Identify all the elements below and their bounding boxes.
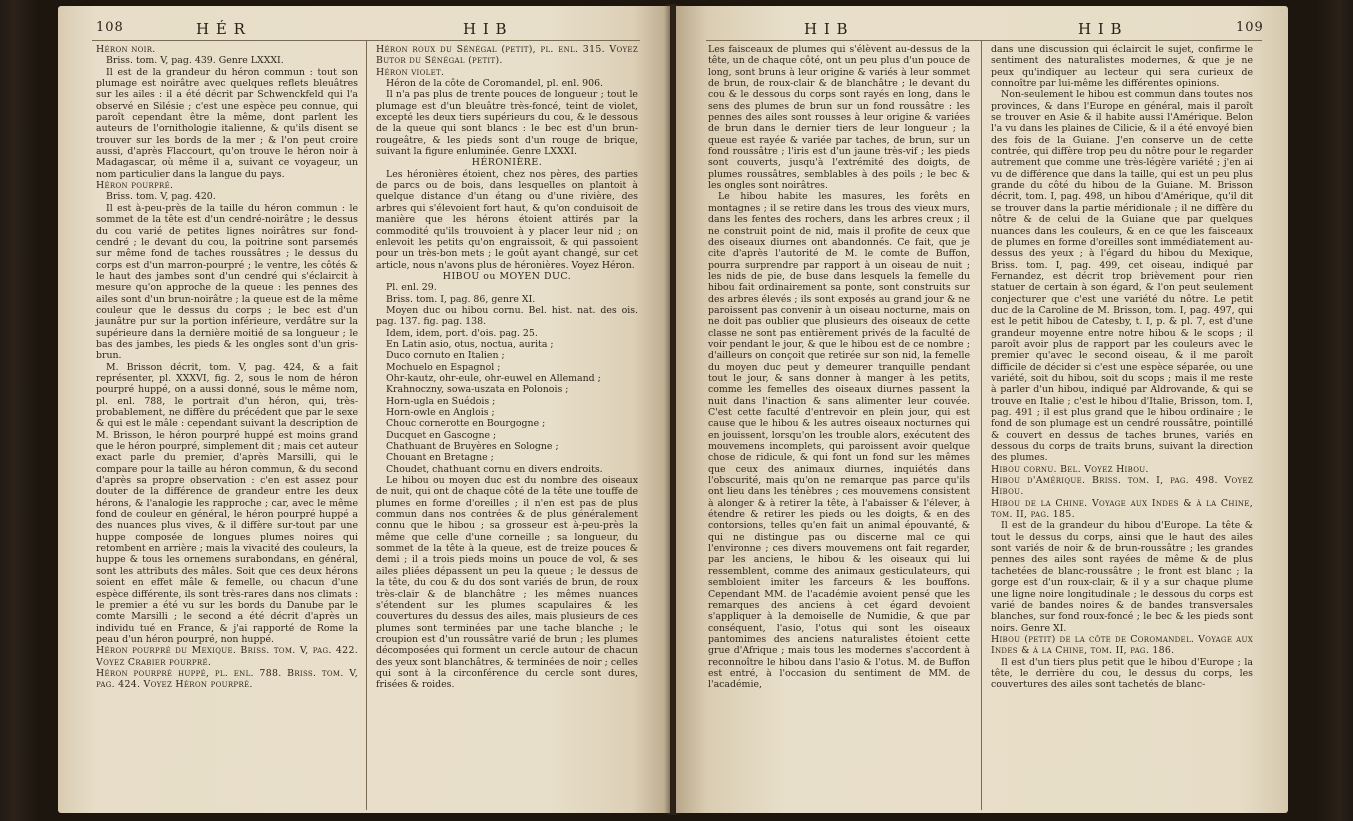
running-head-left-col2: H I B [463,20,508,38]
entry-heading: Héron pourpré du Mexique. Briss. tom. V, pag. 422. Voyez Crabier pourpré. [96,645,358,668]
body-paragraph: Horn-owle en Anglois ; [386,407,495,418]
body-paragraph: Non-seulement le hibou est commun dans toutes nos provinces, & dans l'Europe en général, mais il paroît se trouver en Asie & il habite aussi l'Amérique. Belon l'a vu dans les plaines de Cilicie, & il a été envoyé bien des fois de la Guiane. J'en conserve un de cette contrée, qui diffère trop peu du nôtre pour le regarder autrement que comme une très-légère variété ; j'en ai vu de différence que dans la taille, qui est un peu plus grande du côté du hibou de la Guiane. M. Brisson décrit, tom. I, pag. 498, un hibou d'Amérique, qu'il dit se trouver dans la partie méridionale ; il ne diffère du nôtre & de celui de la Guiane que par quelques nuances dans les couleurs, & en ce que les faisceaux de plumes en forme d'oreilles sont immédiatement au-dessus des yeux ; à l'égard du hibou du Mexique, Briss. tom. I, pag. 499, cet oiseau, indiqué par Fernandez, est décrit trop brièvement pour rien statuer de certain à son égard, & l'on peut seulement conjecturer que c'est une variété du nôtre. Le petit duc de la Caroline de M. Brisson, tom. I, pag. 497, qui est le petit hibou de Catesby, t. I, p. & pl. 7, est d'une grandeur moyenne entre notre hibou & le scops ; il paroît avoir plus de rapport par les couleurs avec le premier qu'avec le second oiseau, & il me paroît difficile de décider si c'est une espèce séparée, ou une variété, soit du hibou, soit du scops ; mais il me reste à parler d'un hibou, indiqué par Aldrovande, & qui se trouve en Italie ; c'est le hibou d'Italie, Brisson, tom. I, pag. 491 ; il est plus grand que le hibou ordinaire ; le fond de son plumage est un cendré roussâtre, pointillé & couvert en dessus de taches brunes, variés en dessous du corps de traits bruns, suivant la direction des plumes. [991,89,1253,464]
body-paragraph: Le hibou habite les masures, les forêts en montagnes ; il se retire dans les trous des vieux murs, dans les fentes des rochers, dans les arbres creux ; il ne construit point de nid, mais il profite de ceux que des oiseaux diurnes ont abandonnés. Ce fait, que je cite d'après l'autorité de M. le comte de Buffon, pourra surprendre par rapport à un oiseau de nuit ; les nids de pie, de buse dans lesquels la femelle du hibou fait ordinairement sa ponte, sont construits sur des arbres élevés ; ils sont exposés au grand jour & ne paroissent pas convenir à un oiseau nocturne, mais on ne doit pas oublier que plusieurs des oiseaux de cette classe ne sont pas entièrement privés de la faculté de voir pendant le jour, & que le hibou est de ce nombre ; d'ailleurs on conçoit que retirée sur son nid, la femelle du moyen duc peut y demeurer tranquille pendant tout le jour, & sans donner à manger à les petits, comme les femelles des oiseaux diurnes passent la nuit dans l'inaction & sans alimenter leur couvée. C'est cette faculté d'entrevoir en plein jour, qui est cause que le hibou & les autres oiseaux nocturnes qui en jouissent, lorsqu'on les trouble alors, exécutent des mouvemens incomplets, qui paroissent avoir quelque chose de ridicule, & qui font un fond sur les mêmes que ceux des animaux diurnes, inquiétés dans l'obscurité, mais qu'on ne remarque pas parce qu'ils ont lieu dans les ténèbres ; ces mouvemens consistent à alonger & à retirer la tête, à l'abaisser & l'élever, à étendre & retirer les pieds ou les doigts, & en des contorsions, telles qu'en fait un animal épouvanté, & qui ne distingue pas ou discerne mal ce qui l'environne ; ces divers mouvemens ont fait regarder, par les anciens, le hibou & les oiseaux qui lui ressemblent, comme des animaux gesticulateurs, qui sembloient imiter les farceurs & les bouffons. Cependant MM. de l'académie avoient pensé que les remarques des anciens à cet égard devoient s'appliquer à la demoiselle de Numidie, & que par conséquent, l'asio, l'otus qui sont les oiseaux pantomimes des anciens naturalistes étoient cette grue d'Afrique ; mais tous les modernes s'accordent à reconnoître le hibou dans l'asio & l'otus. M. de Buffon est entré, à l'occasion du sentiment de MM. de l'académie, [708,191,970,691]
body-paragraph: Briss. tom. V, pag. 439. Genre LXXXI. [106,55,284,67]
body-paragraph: Il est de la grandeur du héron commun : tout son plumage est noirâtre avec quelques reflets bleuâtres sur les ailes : il a été décrit par Schwenckfeld qui l'a observé en Silésie ; c'est une espèce peu connue, qui paroît cependant être la même, dont parlent les auteurs de l'ornithologie italienne, & qu'ils disent se trouver sur les bords de la mer ; & l'on peut croire aussi, d'après Flaccourt, qu'on trouve le héron noir à Madagascar, où même il a, suivant ce voyageur, un nom particulier dans la langue du pays. [96,66,358,180]
body-paragraph: Les faisceaux de plumes qui s'élèvent au-dessus de la tête, un de chaque côté, ont un peu plus d'un pouce de long, sont bruns à leur origine & variés à leur sommet de brun, de roux-clair & de blanchâtre ; le devant du cou & le dessous du corps sont rayés en long, dans le sens des plumes de brun sur un fond roussâtre : les pennes des ailes sont rousses à leur origine & variées de brun dans le dernier tiers de leur longueur ; la queue est rayée & variée par taches, de brun, sur un fond roussâtre ; l'iris est d'un jaune très-vif ; les pieds sont couverts, jusqu'à l'extrémité des doigts, de plumes roussâtres, semblables à des poils ; le bec & les ongles sont noirâtres. [708,44,970,192]
body-paragraph: M. Brisson décrit, tom. V, pag. 424, & a fait représenter, pl. XXXVI, fig. 2, sous le nom de héron pourpré huppé, on a aussi donné, sous le même nom, pl. enl. 788, le portrait d'un héron, qui, très-probablement, ne diffère du précédent que par le sexe & qui est le mâle : cependant suivant la description de M. Brisson, le héron pourpré huppé est moins grand que le héron pourpré, simplement dit ; mais cet auteur exact parle du premier, d'après Marsilli, qui le compare pour la taille au héron commun, & du second d'après sa propre observation : c'en est assez pour douter de la différence de grandeur entre les deux hérons, & l'analogie les rapproche ; car, avec le même fond de couleur en général, le héron pourpré huppé a des nuances plus vives, & il diffère sur-tout par une huppe composée de longues plumes noires qui retombent en arrière ; mais la vivacité des couleurs, la huppe & tous les ornemens surabondans, en général, sont les attributs des mâles. Soit que ces deux hérons soient en effet mâle & femelle, ou chacun d'une espèce différente, ils sont très-rares dans nos climats : le premier a été vu sur les bords du Danube par le comte Marsilli ; le second a été décrit d'après un individu tué en France, & j'ai rapporté de Rome la peau d'un héron pourpré, non huppé. [96,361,358,645]
body-paragraph: En Latin asio, otus, noctua, aurita ; [386,338,554,350]
running-head-right-col2: H I B [1078,20,1123,38]
right-page [676,6,1288,813]
entry-heading: Héron pourpré. [96,180,174,192]
entry-heading: Héron pourpré huppé, pl. enl. 788. Briss. tom. V, pag. 424. Voyez Héron pourpré. [96,667,358,691]
left-column-1 [96,44,358,691]
entry-heading: Hibou (petit) de la côte de Coromandel. Voyage aux Indes & à la Chine, tom. II, pag. 186. [991,633,1253,657]
body-paragraph: Les héronières étoient, chez nos pères, des parties de parcs ou de bois, dans lesquelles on plantoit à quelque distance d'un étang ou d'une rivière, des arbres qui s'élevoient fort haut, & qu'on conduisoit de manière que les hérons étoient attirés par la commodité qu'ils trouvoient à y placer leur nid ; on enlevoit les petits qu'on engraissoit, & qui passoient pour un très-bon mets ; le goût ayant changé, sur cet article, nous n'avons plus de héronières. Voyez Héron. [376,168,638,271]
body-paragraph: Il est d'un tiers plus petit que le hibou d'Europe ; la tête, le derrière du cou, le dessus du corps, les couvertures des ailes sont tachetés de blanc- [991,656,1253,691]
body-paragraph: Pl. enl. 29. [386,282,437,294]
body-paragraph: Il est à-peu-près de la taille du héron commun : le sommet de la tête est d'un cendré-noirâtre ; le dessus du cou varié de petites lignes noirâtres sur fond-cendré ; le devant du cou, la poitrine sont parsemés sur même fond de taches roussâtres ; le dessus du corps est d'un marron-pourpré ; le ventre, les côtés & le haut des jambes sont d'un cendré qui s'éclaircit à mesure qu'on approche de la queue : les pennes des ailes sont d'un brun-noirâtre ; la queue est de la même couleur que le dessus du corps ; le bec est d'un jaunâtre pur sur la portion inférieure, verdâtre sur la supérieure dans la dernière moitié de sa longueur ; le bas des jambes, les pieds & les ongles sont d'un gris-brun. [96,202,358,362]
entry-heading: Hibou d'Amérique. Briss. tom. I, pag. 498. Voyez Hibou. [991,475,1253,498]
body-paragraph: Il est de la grandeur du hibou d'Europe. La tête & tout le dessus du corps, ainsi que le haut des ailes sont variés de noir & de brun-roussâtre ; les grandes pennes des ailes sont rayées de même & de plus tachetées de blanc-roussâtre ; le front est blanc ; la gorge est d'un roux-clair, & il y a sur chaque plume une ligne noire longitudinale ; le dessous du corps est varié de bandes noires & de bandes transversales blanches, sur fond roux-foncé ; le bec & les pieds sont noirs. Genre XI. [991,520,1253,634]
entry-heading: Héron violet. [376,66,445,78]
running-head-right-col1: H I B [804,20,849,38]
body-paragraph: Héron de la côte de Coromandel, pl. enl. 906. [386,78,604,90]
body-paragraph: Krahnoczny, sowa-uszata en Polonois ; [386,384,569,396]
body-paragraph: Briss. tom. V, pag. 420. [106,191,216,203]
body-paragraph: Ducquet en Gascogne ; [386,429,497,441]
entry-heading: Héron noir. [96,44,156,55]
column-rule-left [366,40,367,810]
section-heading: HÉRONIÈRE. [471,157,543,169]
entry-heading: Héron roux du Sénégal (petit), pl. enl. 315. Voyez Butor du Sénégal (petit). [376,44,638,67]
body-paragraph: Mochuelo en Espagnol ; [386,361,501,373]
body-paragraph: Briss. tom. I, pag. 86, genre XI. [386,293,536,305]
right-column-2 [991,44,1253,691]
body-paragraph: Ohr-kautz, ohr-eule, ohr-euwel en Allemand ; [386,372,601,384]
left-column-2 [376,44,638,691]
column-rule-right [981,40,982,810]
body-paragraph: Le hibou ou moyen duc est du nombre des oiseaux de nuit, qui ont de chaque côté de la tête une touffe de plumes en forme d'oreilles ; il n'en est pas de plus commun dans nos contrées & de plus généralement connu que le hibou ; sa grosseur est à-peu-près la même que celle d'une corneille ; sa longueur, du sommet de la tête à la queue, est de treize pouces & demi ; il a trois pieds moins un pouce de vol, & ses ailes pliées dépassent un peu la queue ; le dessus de la tête, du cou & du dos sont variés de brun, de roux très-clair & de blanchâtre ; les mêmes nuances s'étendent sur les plumes scapulaires & les couvertures du dessus des ailes, mais plusieurs de ces plumes sont terminées par une tache blanche ; le croupion est d'un roussâtre varié de brun ; les plumes décomposées qui forment un cercle autour de chacun des yeux sont blanchâtres, & terminées de noir ; celles qui sont à la circonférence du cercle sont dures, frisées & roides. [376,475,638,691]
body-paragraph: Horn-ugla en Suédois ; [386,395,496,407]
body-paragraph: Choudet, chathuant cornu en divers endroits. [386,463,603,475]
body-paragraph: Moyen duc ou hibou cornu. Bel. hist. nat. des ois. pag. 137. fig. pag. 138. [376,304,638,328]
body-paragraph: Idem, idem, port. d'ois. pag. 25. [386,327,538,339]
body-paragraph: Duco cornuto en Italien ; [386,350,505,362]
entry-heading: Hibou de la Chine. Voyage aux Indes & à la Chine, tom. II, pag. 185. [991,497,1253,521]
running-head-left-col1: H É R [196,20,246,38]
body-paragraph: Chouc cornerotte en Bourgogne ; [386,418,546,430]
section-heading: HIBOU ou MOYEN DUC. [442,270,572,282]
right-column-1 [708,44,970,691]
body-paragraph: Il n'a pas plus de trente pouces de longueur ; tout le plumage est d'un bleuâtre très-foncé, teint de violet, excepté les deux tiers supérieurs du cou, & le dessous de la queue qui sont blancs : le bec est d'un brun-rougeâtre, & les pieds sont d'un rouge de brique, suivant la figure enluminée. Genre LXXXI. [376,89,638,158]
left-page [58,6,670,813]
page-number-left: 108 [96,20,124,35]
page-number-right: 109 [1236,20,1264,35]
body-paragraph: Chouant en Bretagne ; [386,452,494,464]
entry-heading: Hibou cornu. Bel. Voyez Hibou. [991,463,1149,475]
header-rule-right [706,40,1262,41]
body-paragraph: Chathuant de Bruyères en Sologne ; [386,441,559,453]
body-paragraph: dans une discussion qui éclaircit le sujet, confirme le sentiment des naturalistes modernes, & que je ne peux qu'indiquer au lecteur qui sera curieux de connoître par lui-même les différentes opinions. [991,44,1253,90]
